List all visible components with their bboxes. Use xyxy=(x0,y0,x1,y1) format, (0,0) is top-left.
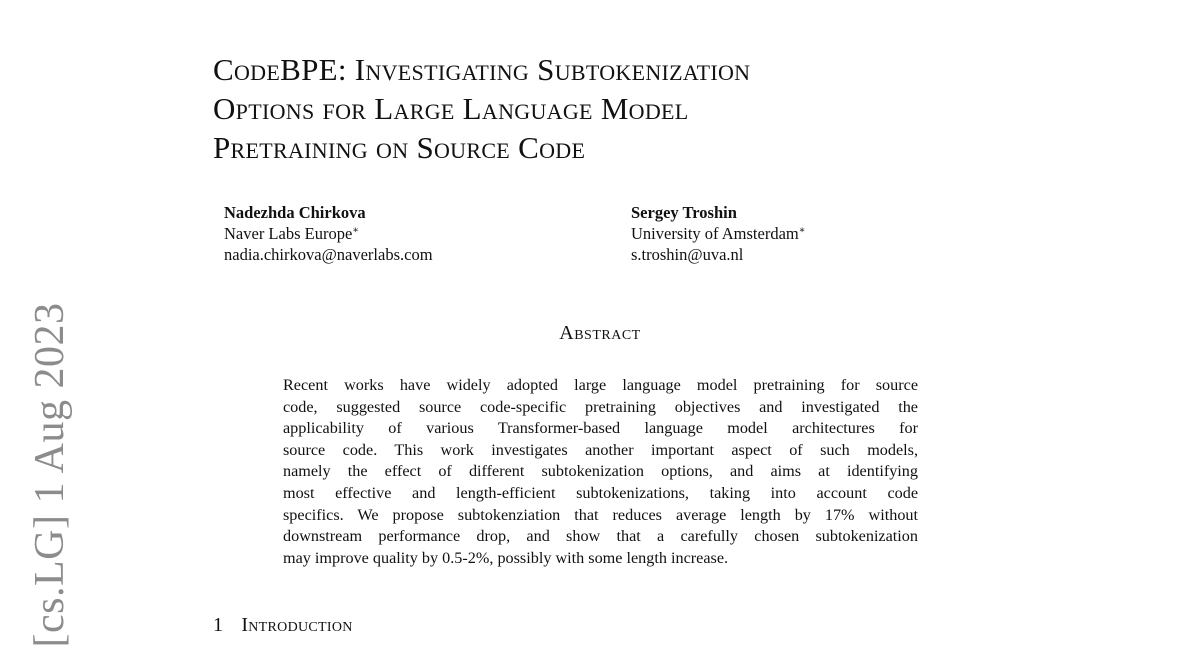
title-line: Options for Large Language Model xyxy=(213,91,689,126)
abstract-line: applicability of various Transformer-based language model architectures for xyxy=(283,419,918,438)
arxiv-identifier-stamp: [cs.LG] 1 Aug 2023 xyxy=(27,302,73,648)
abstract-heading: Abstract xyxy=(559,322,641,344)
abstract-body xyxy=(283,375,918,569)
footnote-mark: ∗ xyxy=(798,225,806,236)
title-line: Pretraining on Source Code xyxy=(213,130,586,165)
paper-title xyxy=(213,50,973,167)
author-name: Nadezhda Chirkova xyxy=(224,203,366,222)
abstract-line: source code. This work investigates another important aspect of such models, xyxy=(283,440,918,459)
footnote-mark: ∗ xyxy=(352,225,360,236)
author-affiliation: University of Amsterdam∗ xyxy=(631,224,806,243)
abstract-line: specifics. We propose subtokenziation that reduces average length by 17% without xyxy=(283,505,918,524)
abstract-line: may improve quality by 0.5-2%, possibly with some length increase. xyxy=(283,548,729,567)
author-block xyxy=(631,202,806,265)
author-affiliation: Naver Labs Europe∗ xyxy=(224,224,360,243)
abstract-line: namely the effect of different subtokenization options, and aims at identifying xyxy=(283,462,918,481)
author-email[interactable]: s.troshin@uva.nl xyxy=(631,245,744,264)
section-heading xyxy=(213,614,353,637)
section-number: 1 xyxy=(213,614,224,636)
section-title: Introduction xyxy=(241,614,353,636)
abstract-line: Recent works have widely adopted large language model pretraining for source xyxy=(283,376,918,394)
abstract-line: code, suggested source code-specific pretraining objectives and investigated the xyxy=(283,397,918,416)
abstract-line: most effective and length-efficient subtokenizations, taking into account code xyxy=(283,483,918,502)
abstract-line: downstream performance drop, and show that a carefully chosen subtokenization xyxy=(283,527,918,546)
author-block xyxy=(224,202,433,265)
title-line: CodeBPE: Investigating Subtokenization xyxy=(213,52,751,87)
author-name: Sergey Troshin xyxy=(631,203,737,222)
author-email[interactable]: nadia.chirkova@naverlabs.com xyxy=(224,245,433,264)
